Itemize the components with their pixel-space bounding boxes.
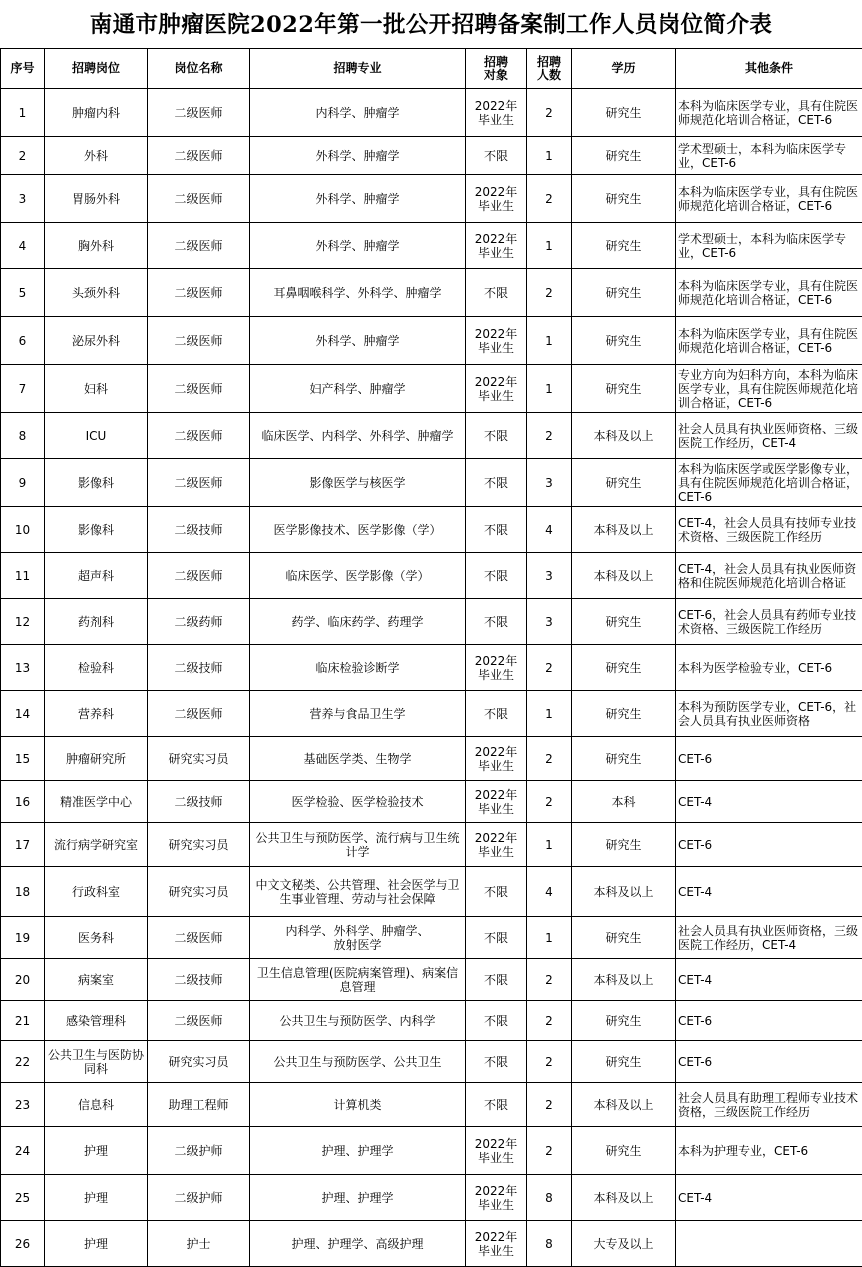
cell-other: 社会人员具有执业医师资格，三级医院工作经历，CET-4: [676, 917, 862, 959]
cell-count: 4: [527, 507, 572, 553]
cell-no: 12: [1, 599, 45, 645]
cell-edu: 本科及以上: [572, 959, 676, 1001]
cell-dept: 护理: [45, 1221, 148, 1267]
cell-post: 二级护师: [148, 1175, 250, 1221]
cell-post: 二级医师: [148, 413, 250, 459]
cell-edu: 研究生: [572, 317, 676, 365]
table-row: [1, 1127, 862, 1175]
cell-post: 二级医师: [148, 269, 250, 317]
header-count: 招聘 人数: [527, 49, 572, 89]
cell-no: 4: [1, 223, 45, 269]
cell-post: 二级医师: [148, 137, 250, 175]
cell-post: 二级医师: [148, 917, 250, 959]
cell-no: 6: [1, 317, 45, 365]
cell-target: 不限: [466, 959, 527, 1001]
cell-dept: 影像科: [45, 507, 148, 553]
header-post: 岗位名称: [148, 49, 250, 89]
cell-count: 3: [527, 553, 572, 599]
cell-no: 7: [1, 365, 45, 413]
cell-edu: 本科及以上: [572, 867, 676, 917]
cell-other: 本科为预防医学专业，CET-6，社会人员具有执业医师资格: [676, 691, 862, 737]
cell-other: CET-4: [676, 959, 862, 1001]
cell-dept: 超声科: [45, 553, 148, 599]
cell-count: 2: [527, 89, 572, 137]
cell-dept: 病案室: [45, 959, 148, 1001]
cell-edu: 大专及以上: [572, 1221, 676, 1267]
cell-no: 9: [1, 459, 45, 507]
cell-count: 2: [527, 1041, 572, 1083]
table-row: [1, 413, 862, 459]
cell-dept: 泌尿外科: [45, 317, 148, 365]
cell-other: 本科为临床医学或医学影像专业，具有住院医师规范化培训合格证，CET-6: [676, 459, 862, 507]
cell-target: 不限: [466, 137, 527, 175]
cell-target: 2022年 毕业生: [466, 781, 527, 823]
cell-edu: 本科: [572, 781, 676, 823]
cell-dept: 行政科室: [45, 867, 148, 917]
cell-count: 1: [527, 317, 572, 365]
cell-target: 不限: [466, 459, 527, 507]
cell-other: 专业方向为妇科方向，本科为临床医学专业，具有住院医师规范化培训合格证，CET-6: [676, 365, 862, 413]
cell-other: 本科为临床医学专业，具有住院医师规范化培训合格证，CET-6: [676, 269, 862, 317]
cell-edu: 研究生: [572, 691, 676, 737]
cell-no: 5: [1, 269, 45, 317]
cell-dept: 影像科: [45, 459, 148, 507]
cell-dept: 流行病学研究室: [45, 823, 148, 867]
cell-target: 2022年 毕业生: [466, 1175, 527, 1221]
cell-other: CET-4: [676, 867, 862, 917]
cell-major: 临床医学、内科学、外科学、肿瘤学: [250, 413, 466, 459]
cell-post: 研究实习员: [148, 867, 250, 917]
cell-no: 21: [1, 1001, 45, 1041]
cell-count: 2: [527, 959, 572, 1001]
table-row: [1, 737, 862, 781]
table-row: [1, 137, 862, 175]
cell-count: 2: [527, 413, 572, 459]
cell-major: 耳鼻咽喉科学、外科学、肿瘤学: [250, 269, 466, 317]
cell-target: 2022年 毕业生: [466, 317, 527, 365]
table-row: [1, 867, 862, 917]
cell-edu: 研究生: [572, 737, 676, 781]
cell-edu: 研究生: [572, 365, 676, 413]
cell-target: 2022年 毕业生: [466, 1127, 527, 1175]
header-no: 序号: [1, 49, 45, 89]
cell-other: 学术型硕士，本科为临床医学专业，CET-6: [676, 223, 862, 269]
cell-edu: 本科及以上: [572, 507, 676, 553]
cell-major: 护理、护理学: [250, 1175, 466, 1221]
cell-target: 2022年 毕业生: [466, 823, 527, 867]
cell-target: 不限: [466, 1083, 527, 1127]
cell-edu: 研究生: [572, 1127, 676, 1175]
table-row: [1, 459, 862, 507]
cell-dept: 肿瘤内科: [45, 89, 148, 137]
cell-target: 2022年 毕业生: [466, 89, 527, 137]
table-row: [1, 1221, 862, 1267]
table-header-row: [1, 49, 862, 89]
cell-other: 本科为临床医学专业，具有住院医师规范化培训合格证，CET-6: [676, 89, 862, 137]
cell-major: 内科学、外科学、肿瘤学、 放射医学: [250, 917, 466, 959]
cell-post: 研究实习员: [148, 1041, 250, 1083]
cell-count: 2: [527, 737, 572, 781]
cell-no: 23: [1, 1083, 45, 1127]
cell-target: 不限: [466, 917, 527, 959]
cell-dept: 检验科: [45, 645, 148, 691]
cell-count: 2: [527, 175, 572, 223]
cell-major: 计算机类: [250, 1083, 466, 1127]
cell-count: 4: [527, 867, 572, 917]
table-row: [1, 365, 862, 413]
cell-count: 1: [527, 365, 572, 413]
cell-other: CET-6: [676, 1001, 862, 1041]
cell-major: 药学、临床药学、药理学: [250, 599, 466, 645]
table-row: [1, 645, 862, 691]
cell-major: 医学检验、医学检验技术: [250, 781, 466, 823]
cell-major: 临床检验诊断学: [250, 645, 466, 691]
cell-other: CET-4: [676, 1175, 862, 1221]
cell-target: 2022年 毕业生: [466, 1221, 527, 1267]
cell-dept: 药剂科: [45, 599, 148, 645]
cell-other: 本科为医学检验专业，CET-6: [676, 645, 862, 691]
cell-edu: 研究生: [572, 223, 676, 269]
cell-target: 不限: [466, 1041, 527, 1083]
cell-no: 17: [1, 823, 45, 867]
cell-dept: 胃肠外科: [45, 175, 148, 223]
cell-edu: 本科及以上: [572, 413, 676, 459]
cell-count: 1: [527, 223, 572, 269]
cell-count: 3: [527, 599, 572, 645]
cell-count: 1: [527, 917, 572, 959]
cell-dept: 护理: [45, 1127, 148, 1175]
cell-post: 二级医师: [148, 459, 250, 507]
cell-no: 16: [1, 781, 45, 823]
cell-edu: 研究生: [572, 823, 676, 867]
cell-no: 26: [1, 1221, 45, 1267]
cell-edu: 研究生: [572, 1001, 676, 1041]
cell-target: 2022年 毕业生: [466, 365, 527, 413]
cell-post: 二级护师: [148, 1127, 250, 1175]
cell-post: 助理工程师: [148, 1083, 250, 1127]
table-row: [1, 823, 862, 867]
cell-other: 社会人员具有助理工程师专业技术资格，三级医院工作经历: [676, 1083, 862, 1127]
cell-major: 公共卫生与预防医学、内科学: [250, 1001, 466, 1041]
table-row: [1, 917, 862, 959]
cell-major: 外科学、肿瘤学: [250, 317, 466, 365]
cell-target: 不限: [466, 413, 527, 459]
cell-count: 2: [527, 269, 572, 317]
cell-edu: 研究生: [572, 269, 676, 317]
cell-no: 14: [1, 691, 45, 737]
cell-no: 10: [1, 507, 45, 553]
cell-no: 3: [1, 175, 45, 223]
cell-other: CET-6: [676, 823, 862, 867]
cell-major: 公共卫生与预防医学、公共卫生: [250, 1041, 466, 1083]
cell-edu: 研究生: [572, 645, 676, 691]
cell-no: 25: [1, 1175, 45, 1221]
cell-count: 2: [527, 645, 572, 691]
cell-target: 2022年 毕业生: [466, 175, 527, 223]
cell-target: 不限: [466, 507, 527, 553]
table-row: [1, 1175, 862, 1221]
cell-dept: ICU: [45, 413, 148, 459]
cell-major: 护理、护理学、高级护理: [250, 1221, 466, 1267]
table-row: [1, 507, 862, 553]
cell-no: 2: [1, 137, 45, 175]
cell-no: 20: [1, 959, 45, 1001]
cell-post: 二级医师: [148, 1001, 250, 1041]
table-row: [1, 175, 862, 223]
cell-edu: 研究生: [572, 89, 676, 137]
cell-major: 外科学、肿瘤学: [250, 223, 466, 269]
cell-dept: 护理: [45, 1175, 148, 1221]
cell-other: [676, 1221, 862, 1267]
cell-count: 1: [527, 137, 572, 175]
cell-post: 二级医师: [148, 365, 250, 413]
cell-other: CET-4: [676, 781, 862, 823]
cell-other: CET-6: [676, 1041, 862, 1083]
cell-no: 22: [1, 1041, 45, 1083]
cell-target: 不限: [466, 269, 527, 317]
cell-major: 外科学、肿瘤学: [250, 137, 466, 175]
cell-post: 二级医师: [148, 175, 250, 223]
cell-dept: 头颈外科: [45, 269, 148, 317]
page-title: 南通市肿瘤医院2022年第一批公开招聘备案制工作人员岗位简介表: [0, 0, 862, 48]
header-target: 招聘 对象: [466, 49, 527, 89]
cell-dept: 营养科: [45, 691, 148, 737]
table-body: [1, 89, 862, 1267]
cell-post: 二级药师: [148, 599, 250, 645]
cell-target: 2022年 毕业生: [466, 645, 527, 691]
header-major: 招聘专业: [250, 49, 466, 89]
table-row: [1, 223, 862, 269]
header-edu: 学历: [572, 49, 676, 89]
cell-edu: 研究生: [572, 599, 676, 645]
cell-target: 2022年 毕业生: [466, 223, 527, 269]
cell-major: 基础医学类、生物学: [250, 737, 466, 781]
cell-no: 24: [1, 1127, 45, 1175]
table-row: [1, 317, 862, 365]
cell-edu: 研究生: [572, 917, 676, 959]
cell-post: 二级医师: [148, 89, 250, 137]
cell-count: 2: [527, 1127, 572, 1175]
cell-other: CET-4，社会人员具有技师专业技术资格、三级医院工作经历: [676, 507, 862, 553]
cell-major: 卫生信息管理(医院病案管理)、病案信息管理: [250, 959, 466, 1001]
cell-major: 护理、护理学: [250, 1127, 466, 1175]
header-dept: 招聘岗位: [45, 49, 148, 89]
cell-dept: 胸外科: [45, 223, 148, 269]
cell-post: 二级技师: [148, 959, 250, 1001]
cell-edu: 本科及以上: [572, 553, 676, 599]
cell-edu: 研究生: [572, 137, 676, 175]
cell-dept: 感染管理科: [45, 1001, 148, 1041]
cell-dept: 妇科: [45, 365, 148, 413]
cell-no: 11: [1, 553, 45, 599]
table-row: [1, 1001, 862, 1041]
cell-target: 不限: [466, 691, 527, 737]
cell-target: 不限: [466, 1001, 527, 1041]
cell-no: 18: [1, 867, 45, 917]
cell-post: 二级医师: [148, 691, 250, 737]
cell-target: 不限: [466, 599, 527, 645]
table-row: [1, 691, 862, 737]
cell-no: 19: [1, 917, 45, 959]
table-row: [1, 1083, 862, 1127]
cell-no: 1: [1, 89, 45, 137]
cell-other: 本科为临床医学专业，具有住院医师规范化培训合格证，CET-6: [676, 175, 862, 223]
cell-count: 1: [527, 691, 572, 737]
cell-post: 二级技师: [148, 645, 250, 691]
cell-other: CET-4，社会人员具有执业医师资格和住院医师规范化培训合格证: [676, 553, 862, 599]
cell-major: 临床医学、医学影像（学）: [250, 553, 466, 599]
cell-count: 2: [527, 781, 572, 823]
cell-major: 公共卫生与预防医学、流行病与卫生统计学: [250, 823, 466, 867]
table-row: [1, 1041, 862, 1083]
cell-count: 3: [527, 459, 572, 507]
cell-edu: 本科及以上: [572, 1083, 676, 1127]
cell-post: 护士: [148, 1221, 250, 1267]
cell-count: 8: [527, 1221, 572, 1267]
cell-edu: 本科及以上: [572, 1175, 676, 1221]
cell-edu: 研究生: [572, 459, 676, 507]
cell-major: 外科学、肿瘤学: [250, 175, 466, 223]
cell-major: 内科学、肿瘤学: [250, 89, 466, 137]
cell-edu: 研究生: [572, 175, 676, 223]
cell-other: 学术型硕士，本科为临床医学专业，CET-6: [676, 137, 862, 175]
table-row: [1, 553, 862, 599]
cell-post: 二级医师: [148, 223, 250, 269]
cell-major: 中文文秘类、公共管理、社会医学与卫生事业管理、劳动与社会保障: [250, 867, 466, 917]
cell-target: 不限: [466, 553, 527, 599]
table-row: [1, 599, 862, 645]
cell-no: 13: [1, 645, 45, 691]
recruitment-table: [0, 48, 862, 1267]
cell-major: 营养与食品卫生学: [250, 691, 466, 737]
header-other: 其他条件: [676, 49, 862, 89]
cell-edu: 研究生: [572, 1041, 676, 1083]
cell-other: 本科为护理专业，CET-6: [676, 1127, 862, 1175]
table-row: [1, 959, 862, 1001]
table-row: [1, 781, 862, 823]
cell-other: 本科为临床医学专业，具有住院医师规范化培训合格证，CET-6: [676, 317, 862, 365]
cell-other: CET-6: [676, 737, 862, 781]
cell-major: 医学影像技术、医学影像（学）: [250, 507, 466, 553]
cell-no: 15: [1, 737, 45, 781]
cell-count: 1: [527, 823, 572, 867]
cell-dept: 肿瘤研究所: [45, 737, 148, 781]
cell-dept: 信息科: [45, 1083, 148, 1127]
cell-dept: 医务科: [45, 917, 148, 959]
cell-major: 影像医学与核医学: [250, 459, 466, 507]
cell-count: 2: [527, 1083, 572, 1127]
table-row: [1, 269, 862, 317]
cell-dept: 公共卫生与医防协同科: [45, 1041, 148, 1083]
cell-other: 社会人员具有执业医师资格、三级医院工作经历，CET-4: [676, 413, 862, 459]
cell-post: 研究实习员: [148, 737, 250, 781]
table-row: [1, 89, 862, 137]
cell-post: 二级医师: [148, 553, 250, 599]
cell-count: 2: [527, 1001, 572, 1041]
cell-major: 妇产科学、肿瘤学: [250, 365, 466, 413]
cell-target: 不限: [466, 867, 527, 917]
cell-no: 8: [1, 413, 45, 459]
cell-post: 二级技师: [148, 507, 250, 553]
cell-dept: 精准医学中心: [45, 781, 148, 823]
cell-target: 2022年 毕业生: [466, 737, 527, 781]
cell-post: 二级医师: [148, 317, 250, 365]
cell-post: 研究实习员: [148, 823, 250, 867]
cell-dept: 外科: [45, 137, 148, 175]
cell-post: 二级技师: [148, 781, 250, 823]
cell-count: 8: [527, 1175, 572, 1221]
cell-other: CET-6，社会人员具有药师专业技术资格、三级医院工作经历: [676, 599, 862, 645]
